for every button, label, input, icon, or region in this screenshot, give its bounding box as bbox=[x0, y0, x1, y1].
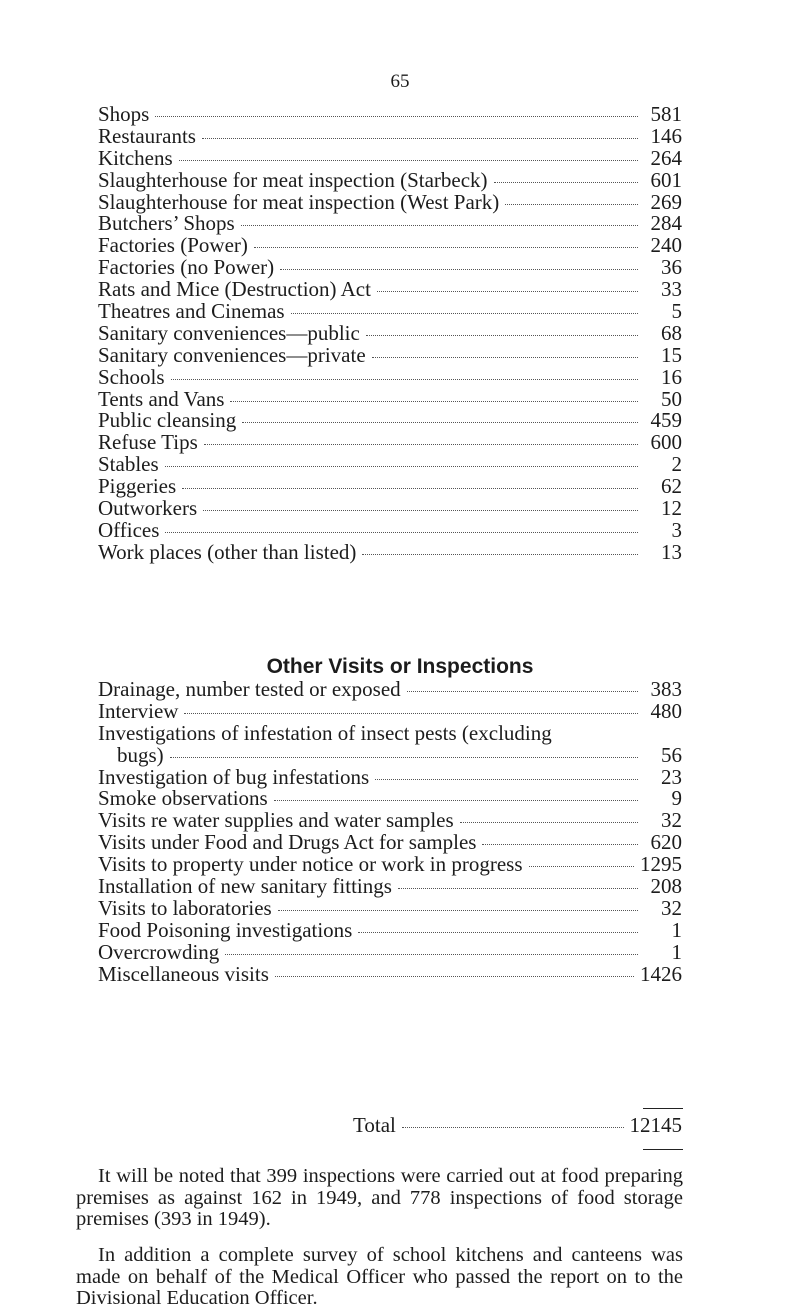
row-value: 600 bbox=[650, 430, 682, 455]
row-value: 33 bbox=[661, 277, 682, 302]
row-label: Sanitary conveniences—private bbox=[98, 342, 366, 367]
dot-leader bbox=[529, 866, 635, 867]
row-label: Overcrowding bbox=[98, 939, 220, 964]
row-label: Factories (Power) bbox=[98, 233, 248, 258]
row-value: 32 bbox=[661, 895, 682, 920]
list-row bbox=[98, 235, 682, 257]
list-row bbox=[98, 386, 682, 411]
row-value: 12 bbox=[661, 496, 682, 521]
dot-leader bbox=[377, 291, 638, 292]
row-label: Visits to property under notice or work in progress bbox=[98, 852, 523, 877]
row-value: 620 bbox=[650, 830, 682, 855]
row-label: Schools bbox=[98, 364, 165, 389]
dot-leader bbox=[242, 422, 638, 423]
list-row bbox=[98, 720, 682, 745]
dot-leader bbox=[398, 888, 638, 889]
row-value: 23 bbox=[661, 764, 682, 789]
row-value: 68 bbox=[661, 320, 682, 345]
dot-leader bbox=[358, 932, 638, 933]
dot-leader bbox=[184, 713, 638, 714]
total-row bbox=[353, 1114, 682, 1136]
row-value: 1295 bbox=[640, 852, 682, 877]
row-label: Investigations of infestation of insect pests (excluding bbox=[98, 720, 552, 745]
row-value: 13 bbox=[661, 539, 682, 564]
dot-leader bbox=[375, 779, 638, 780]
row-label: Factories (no Power) bbox=[98, 255, 275, 280]
dot-leader bbox=[241, 225, 638, 226]
row-value: 1 bbox=[671, 939, 682, 964]
row-value: 383 bbox=[650, 677, 682, 701]
row-value: 16 bbox=[661, 364, 682, 389]
dot-leader bbox=[460, 822, 638, 823]
row-value: 2 bbox=[671, 452, 682, 477]
list-row bbox=[98, 476, 682, 498]
row-label: Slaughterhouse for meat inspection (Starbeck) bbox=[98, 167, 488, 192]
row-value: 5 bbox=[671, 299, 682, 324]
other-visits-heading: Other Visits or Inspections bbox=[266, 655, 534, 678]
other-visits-list bbox=[98, 679, 682, 985]
row-label: Rats and Mice (Destruction) Act bbox=[98, 277, 371, 302]
total-label: Total bbox=[353, 1113, 396, 1137]
row-label: bugs) bbox=[117, 742, 164, 767]
row-value: 36 bbox=[661, 255, 682, 280]
list-row bbox=[98, 810, 682, 832]
dot-leader bbox=[165, 532, 638, 533]
dot-leader bbox=[505, 204, 638, 205]
row-label: Visits re water supplies and water samples bbox=[98, 808, 454, 833]
row-label: Food Poisoning investigations bbox=[98, 917, 353, 942]
row-label: Theatres and Cinemas bbox=[98, 299, 285, 324]
row-value: 56 bbox=[661, 742, 682, 767]
row-value: 146 bbox=[650, 123, 682, 148]
row-value: 459 bbox=[650, 408, 682, 433]
row-label: Butchers’ Shops bbox=[98, 211, 235, 236]
list-row bbox=[98, 764, 682, 789]
total-rule-top bbox=[643, 1108, 683, 1109]
list-row bbox=[98, 939, 682, 964]
list-row bbox=[98, 679, 682, 701]
row-value: 264 bbox=[650, 145, 682, 170]
row-label: Investigation of bug infestations bbox=[98, 764, 370, 789]
list-row bbox=[98, 895, 682, 920]
row-label: Slaughterhouse for meat inspection (West Park) bbox=[98, 189, 500, 214]
dot-leader bbox=[482, 844, 638, 845]
page-number: 65 bbox=[390, 71, 410, 92]
row-value: 1426 bbox=[640, 961, 682, 986]
dot-leader bbox=[155, 116, 638, 117]
row-label: Public cleansing bbox=[98, 408, 237, 433]
row-label: Refuse Tips bbox=[98, 430, 198, 455]
list-row bbox=[98, 410, 682, 432]
list-row bbox=[98, 917, 682, 942]
dot-leader bbox=[203, 510, 638, 511]
row-value: 480 bbox=[650, 698, 682, 723]
list-row bbox=[98, 104, 682, 126]
total-value: 12145 bbox=[629, 1113, 682, 1137]
row-value: 32 bbox=[661, 808, 682, 833]
row-value: 9 bbox=[671, 786, 682, 811]
row-label: Installation of new sanitary fittings bbox=[98, 874, 392, 899]
list-row bbox=[98, 167, 682, 192]
row-value: 208 bbox=[650, 874, 682, 899]
list-row bbox=[98, 788, 682, 810]
dot-leader bbox=[275, 976, 634, 977]
row-label: Interview bbox=[98, 698, 179, 723]
list-row bbox=[98, 498, 682, 520]
row-label: Visits to laboratories bbox=[98, 895, 272, 920]
list-row bbox=[98, 213, 682, 235]
row-value: 240 bbox=[650, 233, 682, 258]
row-label: Sanitary conveniences—public bbox=[98, 320, 360, 345]
list-row bbox=[98, 539, 682, 564]
list-row bbox=[98, 279, 682, 301]
row-label: Outworkers bbox=[98, 496, 198, 521]
dot-leader bbox=[291, 313, 638, 314]
row-label: Kitchens bbox=[98, 145, 173, 170]
paragraph-school-kitchens: In addition a complete survey of school kitchens and canteens was made on behalf of the Medical Officer who passed the report on to the Divisional Education Officer. bbox=[76, 1244, 683, 1310]
paragraph-food-premises: It will be noted that 399 inspections were carried out at food preparing premises as against 162 in 1949, and 778 inspections of food storage premises (393 in 1949). bbox=[76, 1165, 683, 1231]
row-label: Work places (other than listed) bbox=[98, 539, 357, 564]
row-label: Smoke observations bbox=[98, 786, 268, 811]
premises-inspections-list bbox=[98, 104, 682, 564]
row-value: 50 bbox=[661, 386, 682, 411]
list-row bbox=[98, 742, 682, 767]
dot-leader bbox=[372, 357, 638, 358]
row-value: 581 bbox=[650, 102, 682, 126]
row-label: Drainage, number tested or exposed bbox=[98, 677, 401, 701]
list-row bbox=[98, 698, 682, 723]
dot-leader bbox=[165, 466, 638, 467]
dot-leader bbox=[182, 488, 638, 489]
row-label: Miscellaneous visits bbox=[98, 961, 269, 986]
list-row bbox=[98, 364, 682, 389]
list-row bbox=[98, 517, 682, 542]
dot-leader bbox=[204, 444, 638, 445]
dot-leader bbox=[179, 160, 638, 161]
dot-leader bbox=[366, 335, 638, 336]
list-row bbox=[98, 301, 682, 323]
row-label: Piggeries bbox=[98, 474, 177, 499]
list-row bbox=[98, 320, 682, 345]
list-row bbox=[98, 832, 682, 854]
dot-leader bbox=[254, 247, 638, 248]
list-row bbox=[98, 145, 682, 170]
list-row bbox=[98, 123, 682, 148]
row-label: Stables bbox=[98, 452, 159, 477]
row-value: 1 bbox=[671, 917, 682, 942]
dot-leader bbox=[230, 401, 638, 402]
dot-leader bbox=[274, 800, 638, 801]
row-value: 601 bbox=[650, 167, 682, 192]
list-row bbox=[98, 342, 682, 367]
total-rule-bottom bbox=[643, 1149, 683, 1150]
dot-leader bbox=[407, 691, 638, 692]
dot-leader bbox=[494, 182, 638, 183]
total-leader bbox=[402, 1127, 624, 1128]
dot-leader bbox=[280, 269, 638, 270]
list-row bbox=[98, 454, 682, 476]
row-label: Offices bbox=[98, 517, 160, 542]
row-label: Shops bbox=[98, 102, 150, 126]
row-value: 62 bbox=[661, 474, 682, 499]
row-label: Tents and Vans bbox=[98, 386, 225, 411]
dot-leader bbox=[278, 910, 638, 911]
list-row bbox=[98, 961, 682, 986]
list-row bbox=[98, 876, 682, 898]
dot-leader bbox=[202, 138, 638, 139]
row-label: Restaurants bbox=[98, 123, 196, 148]
list-row bbox=[98, 432, 682, 454]
row-value: 269 bbox=[650, 189, 682, 214]
row-value: 3 bbox=[671, 517, 682, 542]
dot-leader bbox=[171, 379, 638, 380]
dot-leader bbox=[170, 757, 638, 758]
row-value: 284 bbox=[650, 211, 682, 236]
row-value: 15 bbox=[661, 342, 682, 367]
dot-leader bbox=[362, 554, 638, 555]
row-label: Visits under Food and Drugs Act for samples bbox=[98, 830, 477, 855]
dot-leader bbox=[225, 954, 638, 955]
list-row bbox=[98, 854, 682, 876]
list-row bbox=[98, 257, 682, 279]
list-row bbox=[98, 189, 682, 214]
